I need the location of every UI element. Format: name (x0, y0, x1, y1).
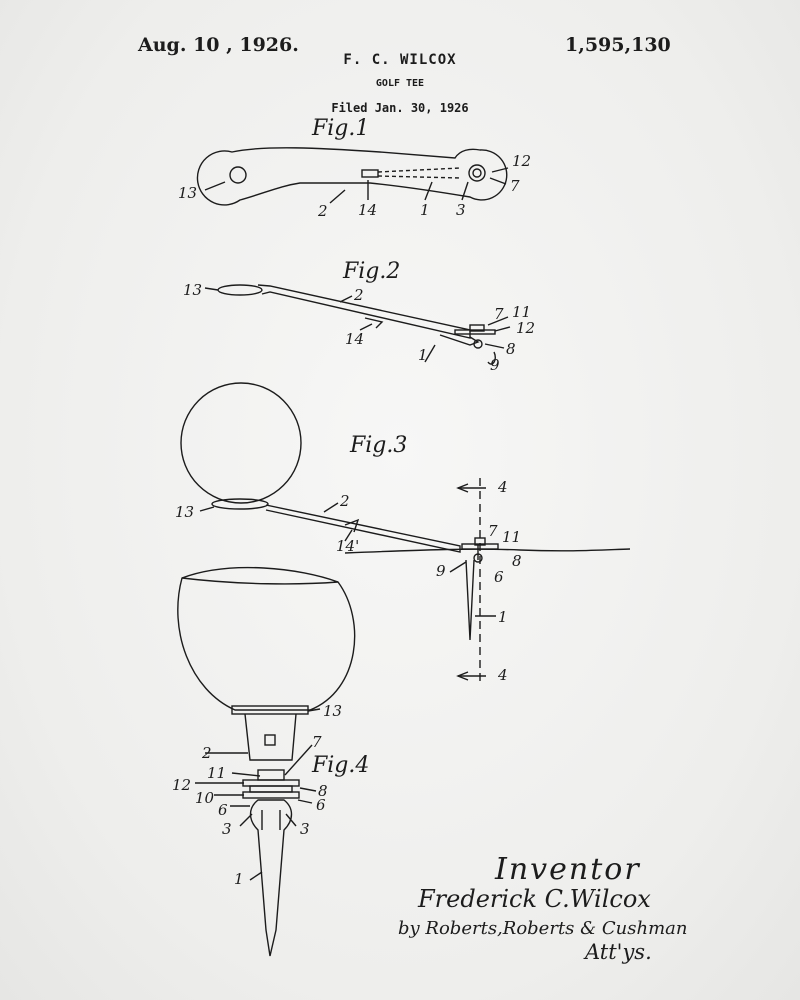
ref-1: 1 (420, 201, 430, 219)
patent-title: GOLF TEE (375, 78, 425, 89)
ref-2: 2 (202, 744, 212, 762)
ref-12: 12 (512, 152, 532, 170)
ref-1: 1 (234, 870, 244, 888)
patent-number: 1,595,130 (565, 34, 671, 56)
fig1-drawing (197, 148, 508, 205)
fig4-label: Fig.4 (312, 753, 370, 778)
ref-8: 8 (506, 340, 516, 358)
ref-2: 2 (340, 492, 350, 510)
ref-10: 10 (195, 789, 215, 807)
ref-13: 13 (175, 503, 195, 521)
ref-12: 12 (172, 776, 192, 794)
ref-9: 9 (490, 356, 500, 374)
ref-13: 13 (178, 184, 198, 202)
fig2-label: Fig.2 (343, 259, 401, 284)
ref-13: 13 (183, 281, 203, 299)
ref-6: 6 (494, 568, 504, 586)
ref-6: 6 (316, 796, 326, 814)
attorneys-label: Att'ys. (585, 940, 652, 964)
inventor-heading: Inventor (495, 852, 641, 887)
ref-14: 14 (345, 330, 365, 348)
fig1-label: Fig.1 (312, 116, 370, 141)
ref-2: 2 (354, 286, 364, 304)
ref-1: 1 (418, 346, 428, 364)
ref-7: 7 (510, 177, 520, 195)
ref-6: 6 (218, 801, 228, 819)
inventor-signature: Frederick C.Wilcox (418, 885, 651, 913)
ref-3: 3 (222, 820, 232, 838)
ref-14: 14 (358, 201, 378, 219)
ref-14-prime: 14' (336, 537, 360, 555)
ref-3: 3 (300, 820, 310, 838)
fig3-label: Fig.3 (350, 433, 408, 458)
ref-13: 13 (323, 702, 343, 720)
ref-12: 12 (516, 319, 536, 337)
patent-date: Aug. 10 , 1926. (138, 34, 299, 56)
inventor-name: F. C. WILCOX (343, 52, 457, 68)
ref-7: 7 (312, 733, 322, 751)
filed-date: Filed Jan. 30, 1926 (331, 101, 469, 115)
attorneys-signature: by Roberts,Roberts & Cushman (398, 918, 688, 939)
ref-4: 4 (498, 478, 508, 496)
ref-11: 11 (502, 528, 522, 546)
ref-8: 8 (512, 552, 522, 570)
ref-4: 4 (498, 666, 508, 684)
ref-9: 9 (436, 562, 446, 580)
ref-7: 7 (488, 522, 498, 540)
ref-7: 7 (494, 305, 504, 323)
ref-11: 11 (512, 303, 532, 321)
ref-11: 11 (207, 764, 227, 782)
ref-3: 3 (456, 201, 466, 219)
ref-1: 1 (498, 608, 508, 626)
ref-8: 8 (318, 782, 328, 800)
ref-2: 2 (318, 202, 328, 220)
fig3-drawing (181, 383, 630, 682)
